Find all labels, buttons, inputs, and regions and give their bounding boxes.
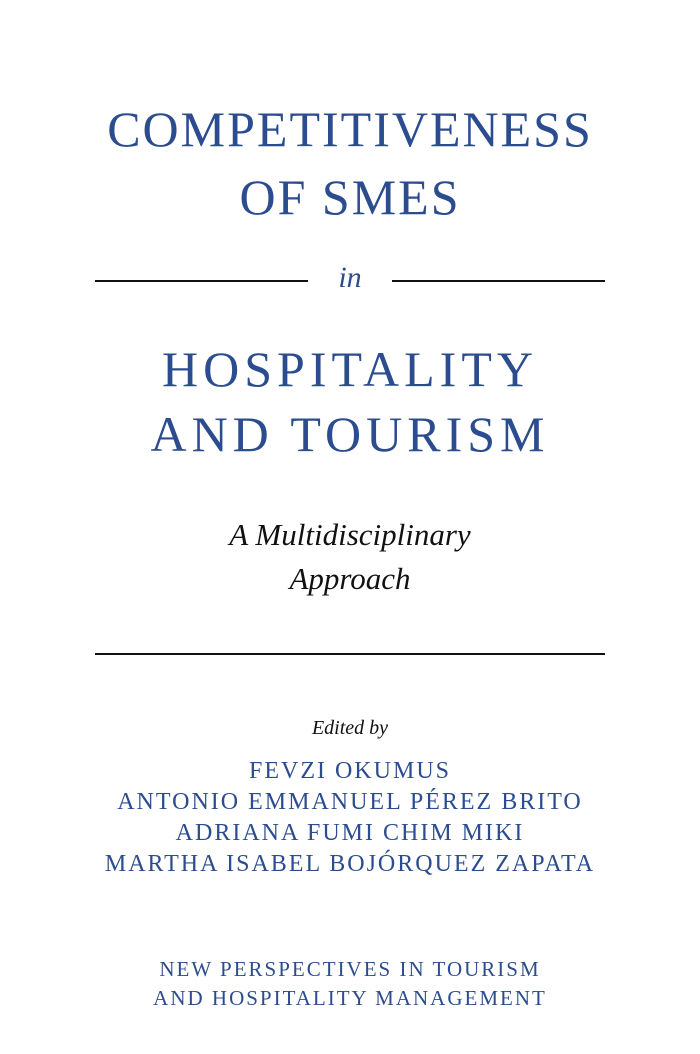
edited-by-label: Edited by [311,717,389,739]
subtitle-line-1: A Multidisciplinary [229,517,471,552]
right-divider [392,280,605,282]
series-line-2: AND HOSPITALITY MANAGEMENT [153,986,547,1010]
editor-name: ADRIANA FUMI CHIM MIKI [175,820,525,846]
title-line-2: OF SMES [239,169,461,225]
editor-name: FEVZI OKUMUS [248,758,451,784]
title-line-1: COMPETITIVENESS [107,101,593,157]
title-connector: in [338,261,362,294]
title-line-3: HOSPITALITY [162,341,538,397]
editor-name: ANTONIO EMMANUEL PÉREZ BRITO [117,789,583,815]
series-line-1: NEW PERSPECTIVES IN TOURISM [159,957,541,981]
title-line-4: AND TOURISM [150,406,550,462]
subtitle-line-2: Approach [289,561,411,596]
subtitle-divider [95,653,605,655]
editor-name: MARTHA ISABEL BOJÓRQUEZ ZAPATA [104,851,596,877]
